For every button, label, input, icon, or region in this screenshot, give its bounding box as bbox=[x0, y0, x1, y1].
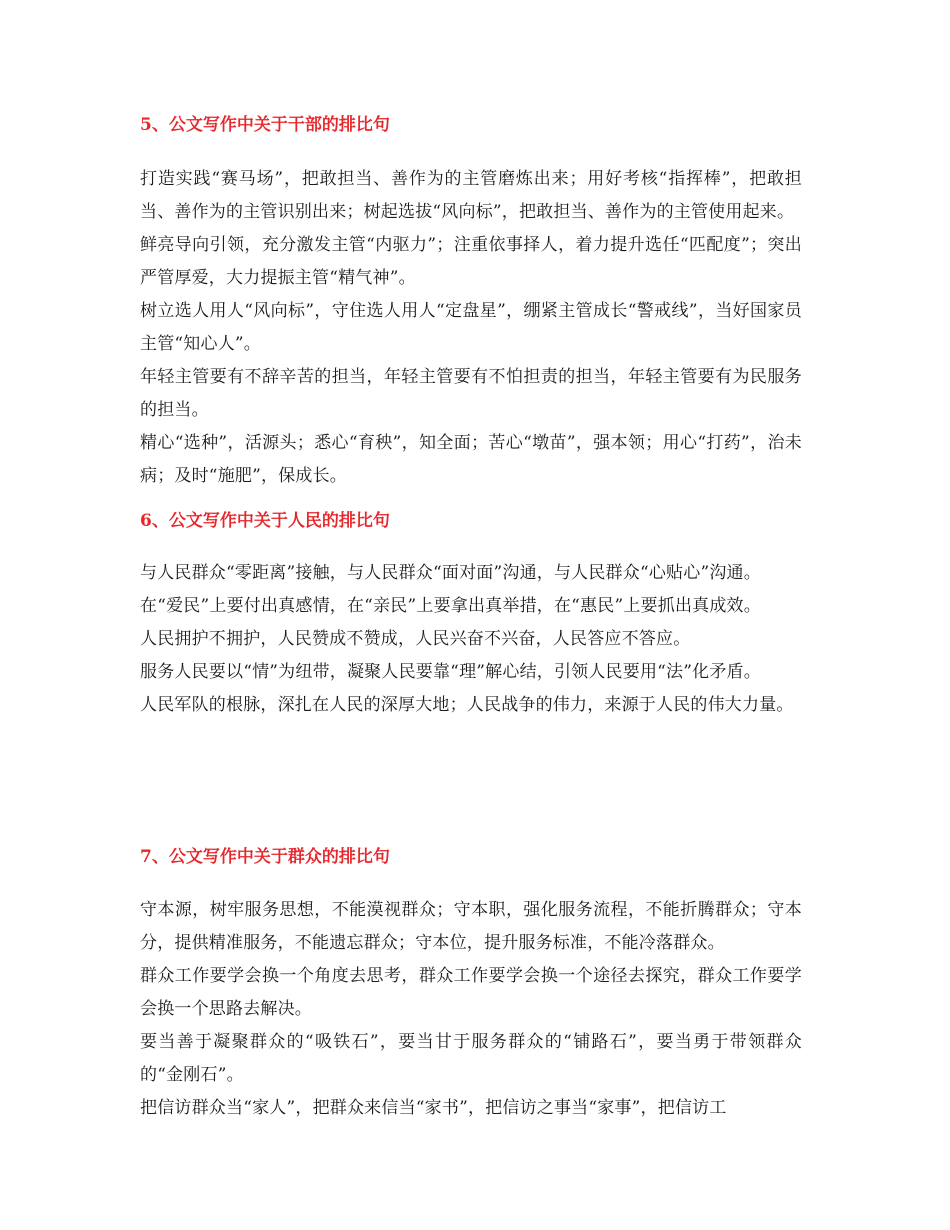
paragraph: 与人民群众“零距离”接触，与人民群众“面对面”沟通，与人民群众“心贴心”沟通。 bbox=[140, 563, 761, 583]
section-people bbox=[140, 506, 802, 722]
section-cadres bbox=[140, 110, 802, 493]
paragraph: 把信访群众当“家人”，把群众来信当“家书”，把信访之事当“家事”，把信访工 bbox=[140, 1098, 727, 1118]
paragraph: 年轻主管要有不辞辛苦的担当，年轻主管要有不怕担责的担当，年轻主管要有为民服务的担当。 bbox=[140, 367, 802, 420]
paragraph: 人民军队的根脉，深扎在人民的深厚大地；人民战争的伟力，来源于人民的伟大力量。 bbox=[140, 695, 794, 715]
paragraph: 群众工作要学会换一个角度去思考，群众工作要学会换一个途径去探究，群众工作要学会换一个思路去解决。 bbox=[140, 966, 802, 1019]
paragraph: 树立选人用人“风向标”，守住选人用人“定盘星”，绷紧主管成长“警戒线”，当好国家员主管“知心人”。 bbox=[140, 301, 802, 354]
section-heading: 5、公文写作中关于干部的排比句 bbox=[140, 115, 390, 135]
paragraph: 在“爱民”上要付出真感情，在“亲民”上要拿出真举措，在“惠民”上要抓出真成效。 bbox=[140, 596, 761, 616]
section-masses bbox=[140, 842, 802, 1125]
section-heading: 6、公文写作中关于人民的排比句 bbox=[140, 511, 390, 531]
paragraph: 人民拥护不拥护，人民赞成不赞成，人民兴奋不兴奋，人民答应不答应。 bbox=[140, 629, 691, 649]
section-heading: 7、公文写作中关于群众的排比句 bbox=[140, 847, 390, 867]
paragraph: 服务人民要以“情”为纽带，凝聚人民要靠“理”解心结，引领人民要用“法”化矛盾。 bbox=[140, 662, 761, 682]
paragraph: 要当善于凝聚群众的“吸铁石”，要当甘于服务群众的“铺路石”，要当勇于带领群众的“金刚石”。 bbox=[140, 1032, 802, 1085]
paragraph: 鲜亮导向引领，充分激发主管“内驱力”；注重依事择人，着力提升选任“匹配度”；突出严管厚爱，大力提振主管“精气神”。 bbox=[140, 235, 802, 288]
paragraph: 守本源，树牢服务思想，不能漠视群众；守本职，强化服务流程，不能折腾群众；守本分，提供精准服务，不能遗忘群众；守本位，提升服务标准，不能冷落群众。 bbox=[140, 900, 802, 953]
paragraph: 精心“选种”，活源头；悉心“育秧”，知全面；苦心“墩苗”，强本领；用心“打药”，治未病；及时“施肥”，保成长。 bbox=[140, 433, 802, 486]
paragraph: 打造实践“赛马场”，把敢担当、善作为的主管磨炼出来；用好考核“指挥棒”，把敢担当、善作为的主管识别出来；树起选拔“风向标”，把敢担当、善作为的主管使用起来。 bbox=[140, 169, 802, 222]
